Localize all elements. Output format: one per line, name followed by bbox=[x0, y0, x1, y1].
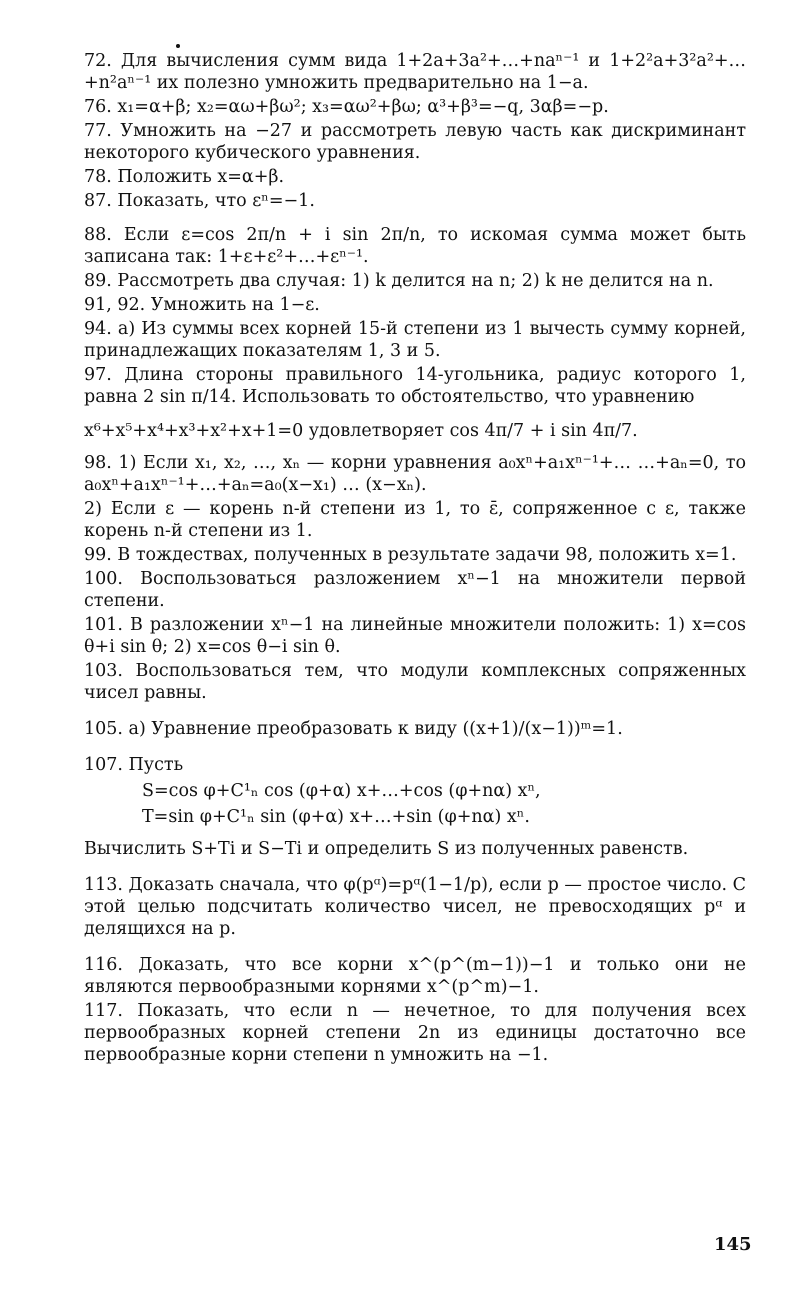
hint-98-1: 98. 1) Если x₁, x₂, …, xₙ — корни уравнения a₀xⁿ+a₁xⁿ⁻¹+… …+aₙ=0, то a₀xⁿ+a₁xⁿ⁻¹+…+aₙ=a₀(x−x₁) … (x−xₙ). bbox=[84, 453, 746, 495]
hint-105: 105. а) Уравнение преобразовать к виду ((x+1)/(x−1))ᵐ=1. bbox=[84, 719, 623, 739]
hint-76: 76. x₁=α+β; x₂=αω+βω²; x₃=αω²+βω; α³+β³=−q, 3αβ=−p. bbox=[84, 97, 609, 117]
print-speck bbox=[176, 44, 180, 48]
hint-97-equation: x⁶+x⁵+x⁴+x³+x²+x+1=0 удовлетворяет cos 4π/7 + i sin 4π/7. bbox=[84, 421, 638, 441]
hint-91-92: 91, 92. Умножить на 1−ε. bbox=[84, 295, 320, 315]
equation-t: T=sin φ+C¹ₙ sin (φ+α) x+…+sin (φ+nα) xⁿ. bbox=[142, 807, 530, 827]
hint-77: 77. Умножить на −27 и рассмотреть левую часть как дискриминант некоторого кубического уравнения. bbox=[84, 121, 746, 163]
hints-page bbox=[84, 50, 746, 1066]
hint-78: 78. Положить x=α+β. bbox=[84, 167, 285, 187]
hint-107-continued: Вычислить S+Ti и S−Ti и определить S из полученных равенств. bbox=[84, 839, 689, 859]
hint-94: 94. а) Из суммы всех корней 15-й степени из 1 вычесть сумму корней, принадлежащих показателям 1, 3 и 5. bbox=[84, 319, 746, 361]
page-number: 145 bbox=[714, 1234, 752, 1255]
hint-98-2: 2) Если ε — корень n-й степени из 1, то ε̄, сопряженное с ε, также корень n-й степени из 1. bbox=[84, 499, 746, 541]
equation-s: S=cos φ+C¹ₙ cos (φ+α) x+…+cos (φ+nα) xⁿ, bbox=[142, 781, 541, 801]
hint-116: 116. Доказать, что все корни x^(p^(m−1))−1 и только они не являются первообразными корнями x^(p^m)−1. bbox=[84, 955, 746, 997]
hint-103: 103. Воспользоваться тем, что модули комплексных сопряженных чисел равны. bbox=[84, 661, 746, 703]
hint-97: 97. Длина стороны правильного 14-угольника, радиус которого 1, равна 2 sin π/14. Использовать то обстоятельство, что уравнению bbox=[84, 365, 746, 407]
hint-99: 99. В тождествах, полученных в результате задачи 98, положить x=1. bbox=[84, 545, 737, 565]
hint-113: 113. Доказать сначала, что φ(pᵅ)=pᵅ(1−1/p), если p — простое число. С этой целью подсчитать количество чисел, не превосходящих pᵅ и делящихся на p. bbox=[84, 875, 746, 939]
hint-107: 107. Пусть bbox=[84, 755, 184, 775]
hint-87: 87. Показать, что εⁿ=−1. bbox=[84, 191, 315, 211]
hint-89: 89. Рассмотреть два случая: 1) k делится на n; 2) k не делится на n. bbox=[84, 271, 714, 291]
hint-101: 101. В разложении xⁿ−1 на линейные множители положить: 1) x=cos θ+i sin θ; 2) x=cos θ−i sin θ. bbox=[84, 615, 746, 657]
hint-117: 117. Показать, что если n — нечетное, то для получения всех первообразных корней степени 2n из единицы достаточно все первообразные корни степени n умножить на −1. bbox=[84, 1001, 746, 1065]
hint-88: 88. Если ε=cos 2π/n + i sin 2π/n, то искомая сумма может быть записана так: 1+ε+ε²+…+εⁿ⁻¹. bbox=[84, 225, 746, 267]
hint-100: 100. Воспользоваться разложением xⁿ−1 на множители первой степени. bbox=[84, 569, 746, 611]
hint-72: 72. Для вычисления сумм вида 1+2a+3a²+…+naⁿ⁻¹ и 1+2²a+3²a²+…+n²aⁿ⁻¹ их полезно умножить предварительно на 1−a. bbox=[84, 51, 746, 93]
